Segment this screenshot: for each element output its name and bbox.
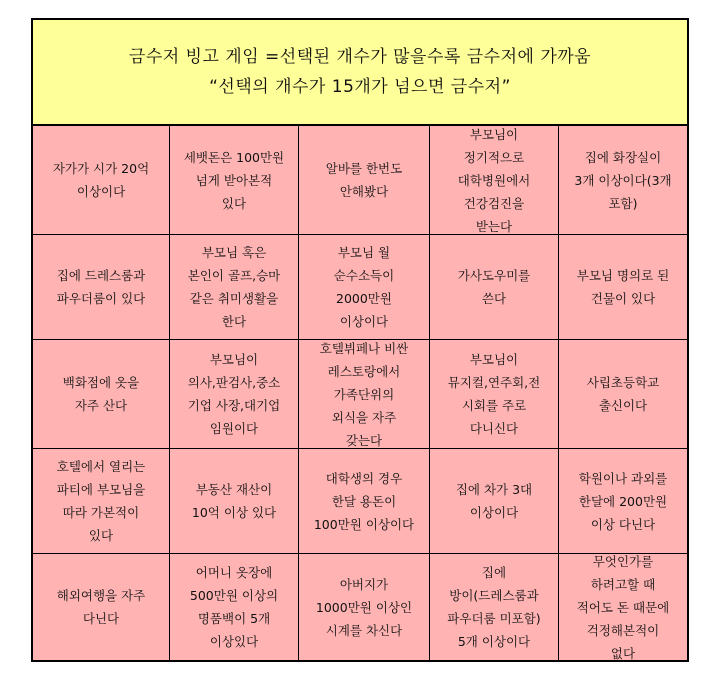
bingo-cell-r2c4: 가사도우미를 쓴다 [430, 235, 558, 339]
bingo-cell-r3c1: 백화점에 옷을 자주 산다 [33, 340, 169, 448]
bingo-cell-r1c5: 집에 화장실이 3개 이상이다(3개 포함) [559, 126, 687, 234]
bingo-cell-r2c1: 집에 드레스룸과 파우더룸이 있다 [33, 235, 169, 339]
bingo-cell-r5c4: 집에 방이(드레스룸과 파우더룸 미포함) 5개 이상이다 [430, 554, 558, 660]
bingo-cell-r5c5: 무엇인가를 하려고할 때 적어도 돈 때문에 걱정해본적이 없다 [559, 554, 687, 660]
board-header [33, 20, 687, 126]
header-subtitle: “선택의 개수가 15개가 넘으면 금수저” [209, 77, 511, 97]
bingo-cell-r4c5: 학원이나 과외를 한달에 200만원 이상 다닌다 [559, 449, 687, 553]
bingo-cell-r5c3: 아버지가 1000만원 이상인 시계를 차신다 [299, 554, 429, 660]
bingo-board [31, 18, 689, 662]
bingo-cell-r1c4: 부모님이 정기적으로 대학병원에서 건강검진을 받는다 [430, 126, 558, 234]
bingo-cell-r2c5: 부모님 명의로 된 건물이 있다 [559, 235, 687, 339]
bingo-cell-r4c4: 집에 차가 3대 이상이다 [430, 449, 558, 553]
bingo-cell-r1c3: 알바를 한번도 안해봤다 [299, 126, 429, 234]
bingo-cell-r4c3: 대학생의 경우 한달 용돈이 100만원 이상이다 [299, 449, 429, 553]
bingo-cell-r4c2: 부동산 재산이 10억 이상 있다 [170, 449, 298, 553]
bingo-cell-r2c3: 부모님 월 순수소득이 2000만원 이상이다 [299, 235, 429, 339]
bingo-cell-r4c1: 호텔에서 열리는 파티에 부모님을 따라 가본적이 있다 [33, 449, 169, 553]
header-title: 금수저 빙고 게임 =선택된 개수가 많을수록 금수저에 가까움 [128, 47, 592, 67]
bingo-cell-r3c3: 호텔뷔페나 비싼 레스토랑에서 가족단위의 외식을 자주 갖는다 [299, 340, 429, 448]
bingo-cell-r3c4: 부모님이 뮤지컬,연주회,전 시회를 주로 다니신다 [430, 340, 558, 448]
bingo-cell-r5c1: 해외여행을 자주 다닌다 [33, 554, 169, 660]
bingo-grid [33, 126, 687, 660]
bingo-cell-r1c1: 자가가 시가 20억 이상이다 [33, 126, 169, 234]
bingo-cell-r2c2: 부모님 혹은 본인이 골프,승마 같은 취미생활을 한다 [170, 235, 298, 339]
bingo-cell-r5c2: 어머니 옷장에 500만원 이상의 명품백이 5개 이상있다 [170, 554, 298, 660]
bingo-cell-r1c2: 세뱃돈은 100만원 넘게 받아본적 있다 [170, 126, 298, 234]
bingo-cell-r3c5: 사립초등학교 출신이다 [559, 340, 687, 448]
bingo-cell-r3c2: 부모님이 의사,판검사,중소 기업 사장,대기업 임원이다 [170, 340, 298, 448]
